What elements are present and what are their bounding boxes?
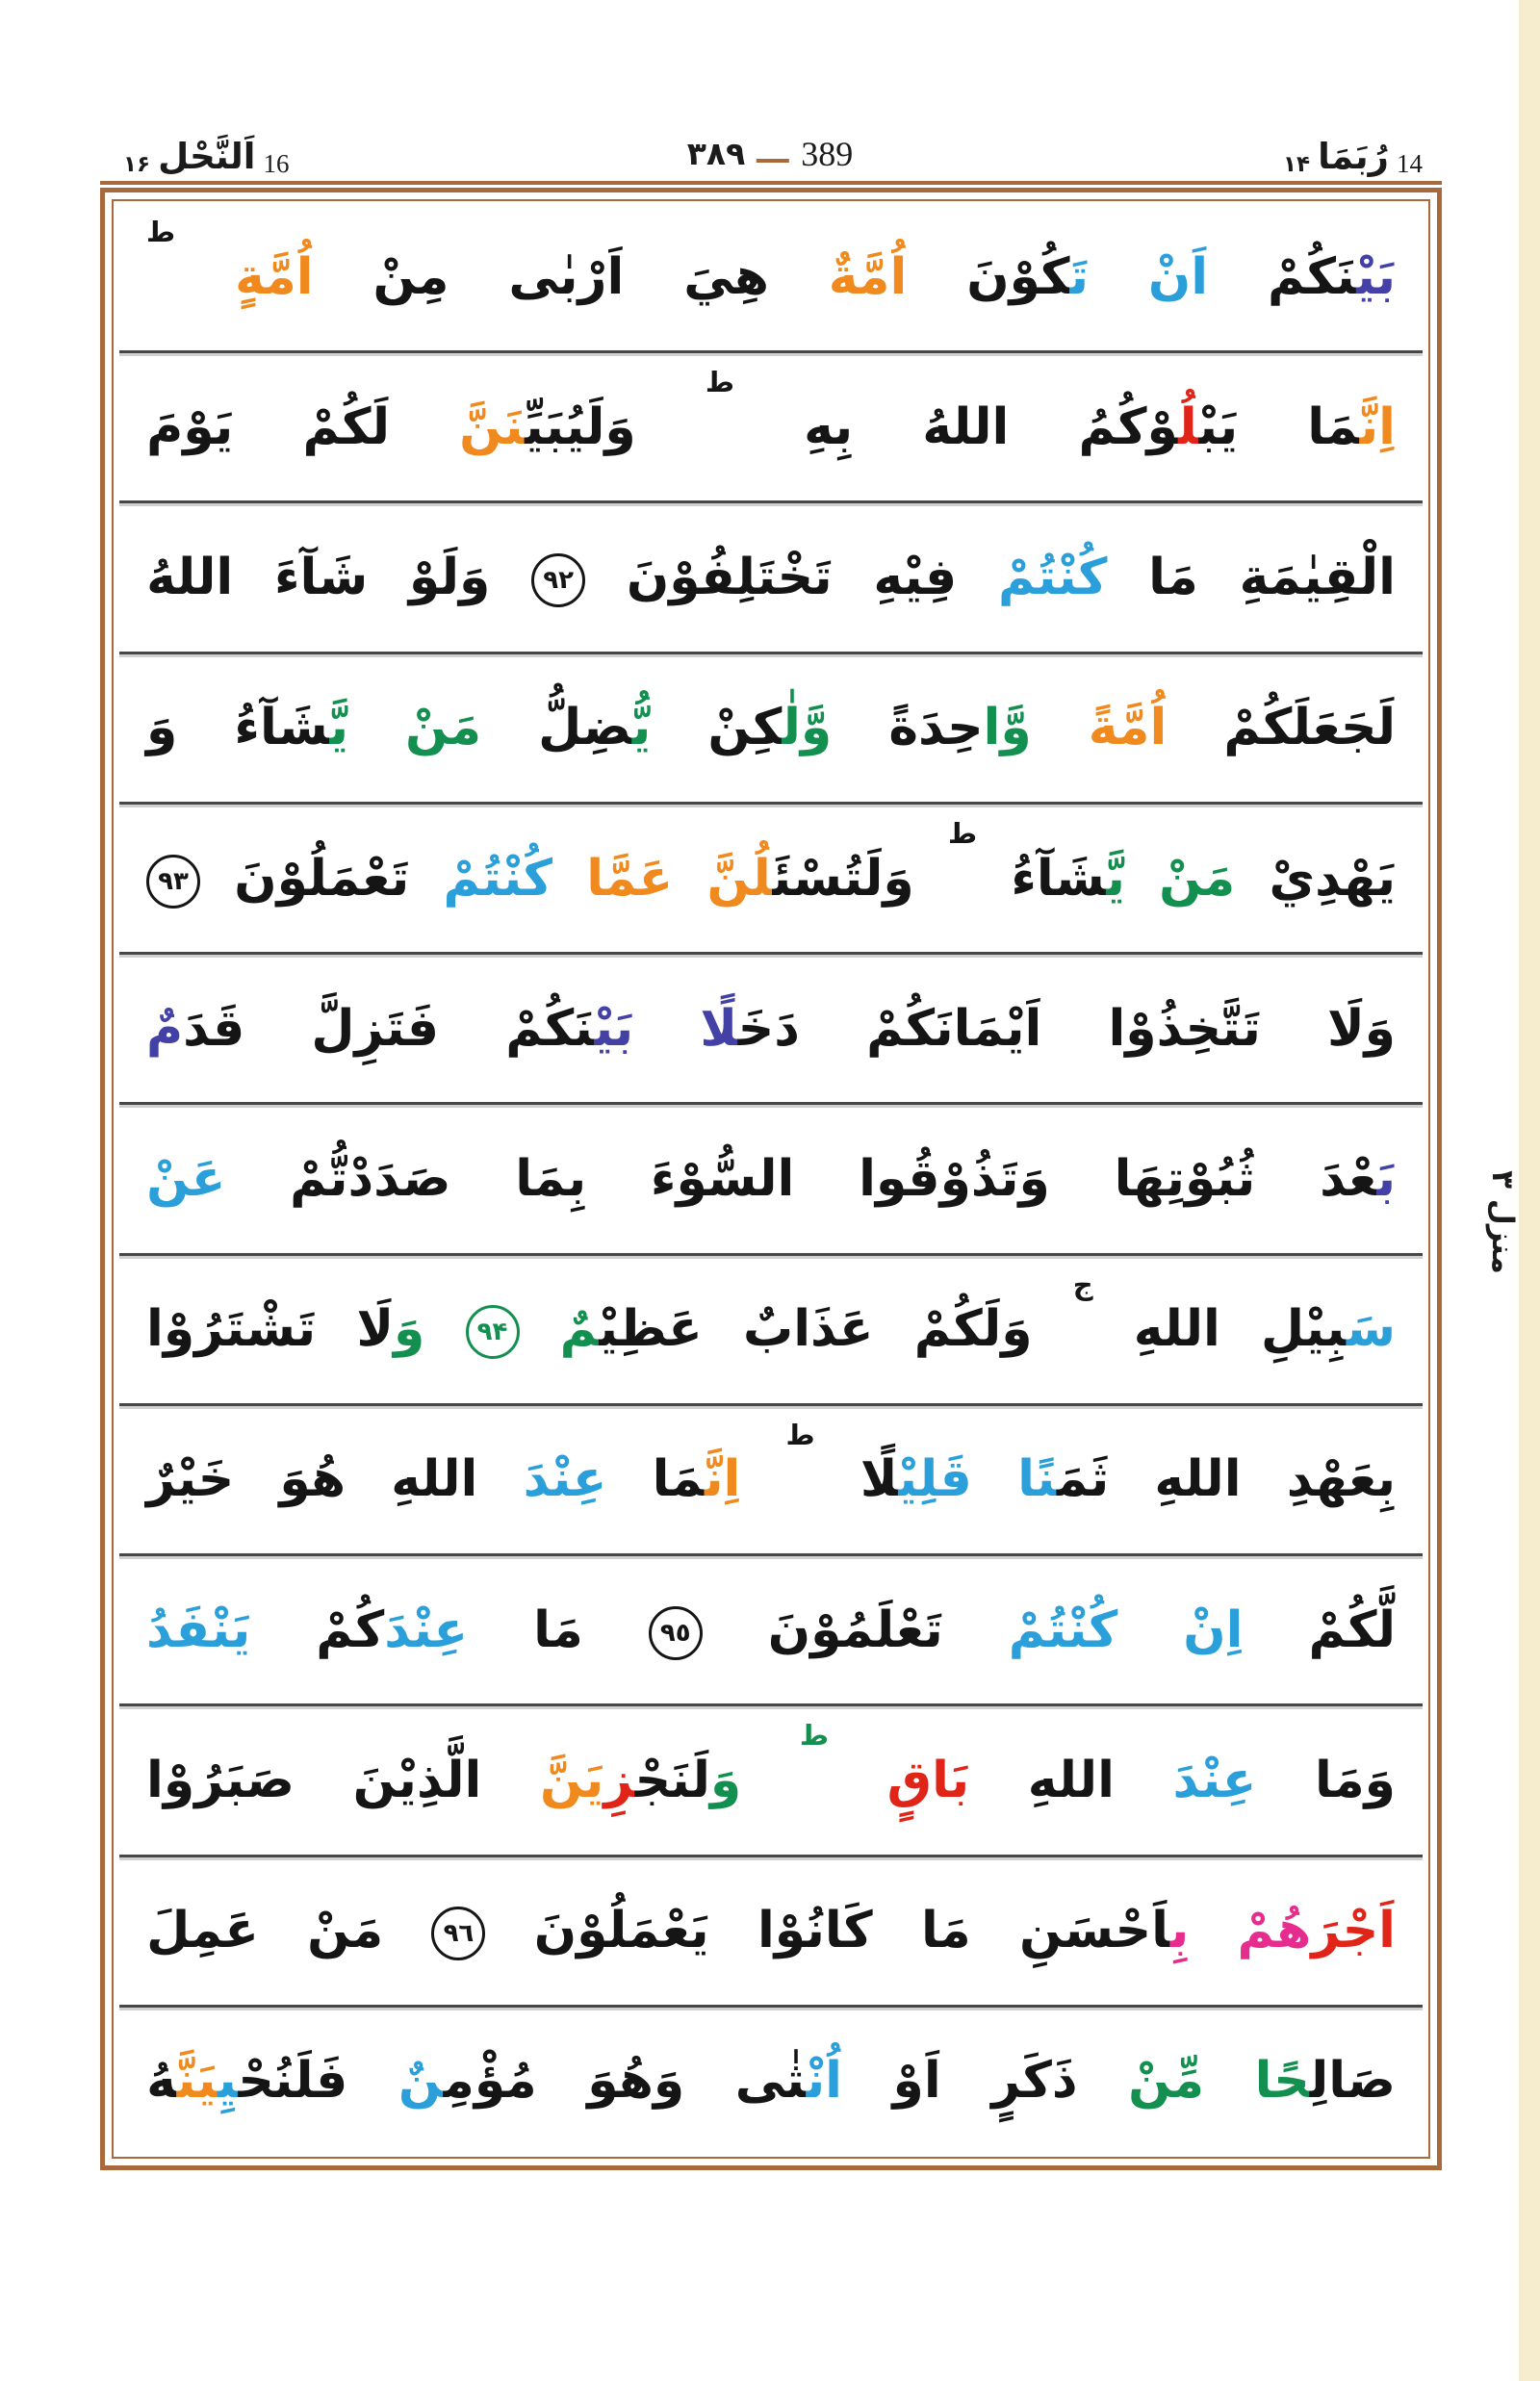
word: لَّكُمْ [1308, 1600, 1396, 1659]
word: وَلَنَجْزِيَنَّ [539, 1751, 742, 1809]
word: وَمَا [1314, 1751, 1396, 1809]
quran-line-12 [119, 1857, 1423, 2008]
word: كَانُوْا [757, 1902, 873, 1960]
word: مَا [533, 1600, 583, 1659]
word: اَيْمَانَكُمْ [866, 999, 1042, 1058]
stop-mark: ط [705, 366, 734, 399]
word: تَشْتَرُوْا [146, 1300, 317, 1359]
word: اَجْرَهُمْ [1237, 1902, 1396, 1960]
word: وَتَذُوْقُوا [859, 1150, 1050, 1209]
word: مَا [1148, 549, 1198, 607]
word: عَمِلَ [146, 1902, 259, 1960]
quran-line-8 [119, 1256, 1423, 1406]
verse-marker: ٩۴ [466, 1305, 520, 1359]
word: بِمَا [515, 1150, 587, 1209]
word: عَذَابٌ [742, 1300, 874, 1359]
word: اِنَّمَا [652, 1450, 741, 1509]
word: عِنْدَ [1172, 1751, 1257, 1809]
word: عَظِيْمٌ [559, 1300, 703, 1359]
word: فَلَنُحْيِيَنَّهُ [146, 2052, 348, 2111]
word: عِنْدَكُمْ [316, 1600, 469, 1659]
word: اِنَّمَا [1307, 397, 1396, 456]
word: يَّشَآءُ [1011, 849, 1125, 908]
word: صَدَدْتُّمْ [290, 1150, 451, 1209]
page-number [678, 133, 862, 176]
stop-mark: ج [1072, 1267, 1093, 1301]
header-rule [100, 181, 1442, 185]
quran-line-10 [119, 1556, 1423, 1706]
word: يَهْدِيْ [1269, 849, 1396, 908]
word: لَجَعَلَكُمْ [1223, 699, 1396, 757]
word: مِنْ [372, 247, 449, 306]
word: عَنْ [146, 1150, 226, 1209]
word: يَبْلُوْكُمُ [1078, 397, 1239, 456]
juz-name: رُبَمَا [1318, 136, 1389, 177]
word: وَلَكُمْ [913, 1300, 1033, 1359]
word: وَ [146, 699, 178, 757]
word: بِهِ [804, 397, 854, 456]
word: قَدَمٌ [146, 999, 245, 1058]
manzil-label: منزل ۳ [1485, 1170, 1520, 1274]
surah-number-urdu: ١۶ [123, 151, 151, 177]
word: عَمَّا [586, 849, 674, 908]
word: اللهِ [1027, 1751, 1115, 1809]
word: اِنْ [1183, 1600, 1244, 1659]
verse-marker: ٩٢ [531, 553, 585, 607]
verse-marker: ٩٥ [649, 1606, 703, 1660]
juz-number-western: 14 [1397, 148, 1423, 178]
surah-header [114, 133, 298, 181]
word: مَنْ [307, 1902, 384, 1960]
word: بِعَهْدِ [1286, 1450, 1396, 1509]
word: اللهُ [146, 549, 234, 607]
stop-mark: ط [947, 816, 978, 850]
word: كُنْتُمْ [997, 549, 1108, 607]
word: بَعْدَ [1320, 1150, 1396, 1209]
word: وَّاحِدَةً [888, 699, 1032, 757]
word: خَيْرٌ [146, 1450, 235, 1509]
quran-line-4 [119, 654, 1423, 805]
word: ثَمَنًا [1017, 1450, 1110, 1509]
word: اَنْ [1147, 247, 1209, 306]
word: يُّضِلُّ [538, 699, 652, 757]
word: بَاقٍ [886, 1751, 970, 1809]
page-number-urdu: ۳۸۹ [686, 135, 746, 172]
quran-line-7 [119, 1105, 1423, 1255]
word: شَآءَ [273, 549, 369, 607]
word: فَتَزِلَّ [311, 999, 440, 1058]
word: تَخْتَلِفُوْنَ [626, 549, 833, 607]
stop-mark: ط [146, 216, 176, 248]
word: مُؤْمِنٌ [398, 2052, 537, 2111]
page-number-dash [757, 159, 789, 163]
word: وَلَا [1326, 999, 1396, 1058]
word: هِيَ [683, 247, 769, 306]
word: الَّذِيْنَ [352, 1751, 482, 1809]
word: اَوْ [892, 2052, 941, 2111]
word: وَلَا [356, 1300, 425, 1359]
word: مِّنْ [1128, 2052, 1205, 2111]
surah-name: اَلنَّحْل [158, 136, 256, 177]
word: اُمَّةٍ [235, 247, 314, 306]
word: مَا [920, 1902, 971, 1960]
quran-line-6 [119, 955, 1423, 1105]
page-number-western: 389 [801, 134, 854, 173]
word: سَبِيْلِ [1260, 1300, 1396, 1359]
word: فِيْهِ [873, 549, 958, 607]
quran-line-2 [119, 353, 1423, 503]
word: لَكُمْ [302, 397, 390, 456]
word: هُوَ [279, 1450, 346, 1509]
word: وَّلٰكِنْ [707, 699, 833, 757]
word: تَتَّخِذُوْا [1108, 999, 1261, 1058]
verse-marker: ٩٣ [146, 855, 200, 909]
word: وَلَيُبَيِّنَنَّ [459, 397, 636, 456]
word: اللهِ [1154, 1450, 1242, 1509]
word: تَعْلَمُوْنَ [767, 1600, 943, 1659]
verse-marker: ٩٦ [431, 1907, 485, 1960]
word: الْقِيٰمَةِ [1239, 549, 1396, 607]
word: قَلِيْلًا [860, 1450, 972, 1509]
stop-mark: ط [799, 1719, 829, 1753]
word: اللهِ [391, 1450, 478, 1509]
juz-header [1273, 133, 1432, 181]
text-frame-inner [112, 199, 1430, 2159]
word: وَلَتُسْئَلُنَّ [706, 849, 914, 908]
word: عِنْدَ [523, 1450, 607, 1509]
word: بَيْنَكُمْ [505, 999, 634, 1058]
word: تَكُوْنَ [966, 247, 1089, 306]
word: صَبَرُوْا [146, 1751, 295, 1809]
word: يَعْمَلُوْنَ [533, 1902, 709, 1960]
word: وَهُوَ [587, 2052, 685, 2111]
word: يَنْفَدُ [146, 1600, 251, 1659]
word: وَلَوْ [408, 549, 491, 607]
quran-line-5 [119, 805, 1423, 955]
juz-number-urdu: ١۴ [1283, 151, 1311, 177]
word: مَنْ [405, 699, 482, 757]
word: يَّشَآءُ [234, 699, 348, 757]
stop-mark: ط [785, 1418, 815, 1451]
word: اَرْبٰى [508, 247, 625, 306]
word: السُّوْءَ [650, 1150, 795, 1209]
quran-line-11 [119, 1706, 1423, 1856]
word: اللهُ [922, 397, 1010, 456]
quran-line-9 [119, 1406, 1423, 1556]
word: دَخَلًا [700, 999, 800, 1058]
quran-line-13 [119, 2008, 1423, 2155]
quran-line-3 [119, 503, 1423, 653]
surah-number-western: 16 [263, 148, 290, 178]
word: اللهِ [1133, 1300, 1220, 1359]
word: كُنْتُمْ [1008, 1600, 1118, 1659]
word: بَيْنَكُمْ [1267, 247, 1396, 306]
word: تَعْمَلُوْنَ [234, 849, 410, 908]
word: اُنْثٰى [734, 2052, 842, 2111]
word: ثُبُوْتِهَا [1114, 1150, 1256, 1209]
word: اُمَّةٌ [828, 247, 908, 306]
word: مَنْ [1159, 849, 1236, 908]
manzil-margin-note [1467, 1121, 1538, 1323]
quran-line-1 [119, 203, 1423, 353]
word: بِاَحْسَنِ [1018, 1902, 1190, 1960]
word: ذَكَرٍ [991, 2052, 1078, 2111]
word: يَوْمَ [146, 397, 234, 456]
text-frame [100, 188, 1442, 2170]
word: اُمَّةً [1088, 699, 1168, 757]
word: صَالِحًا [1254, 2052, 1396, 2111]
word: كُنْتُمْ [443, 849, 552, 908]
